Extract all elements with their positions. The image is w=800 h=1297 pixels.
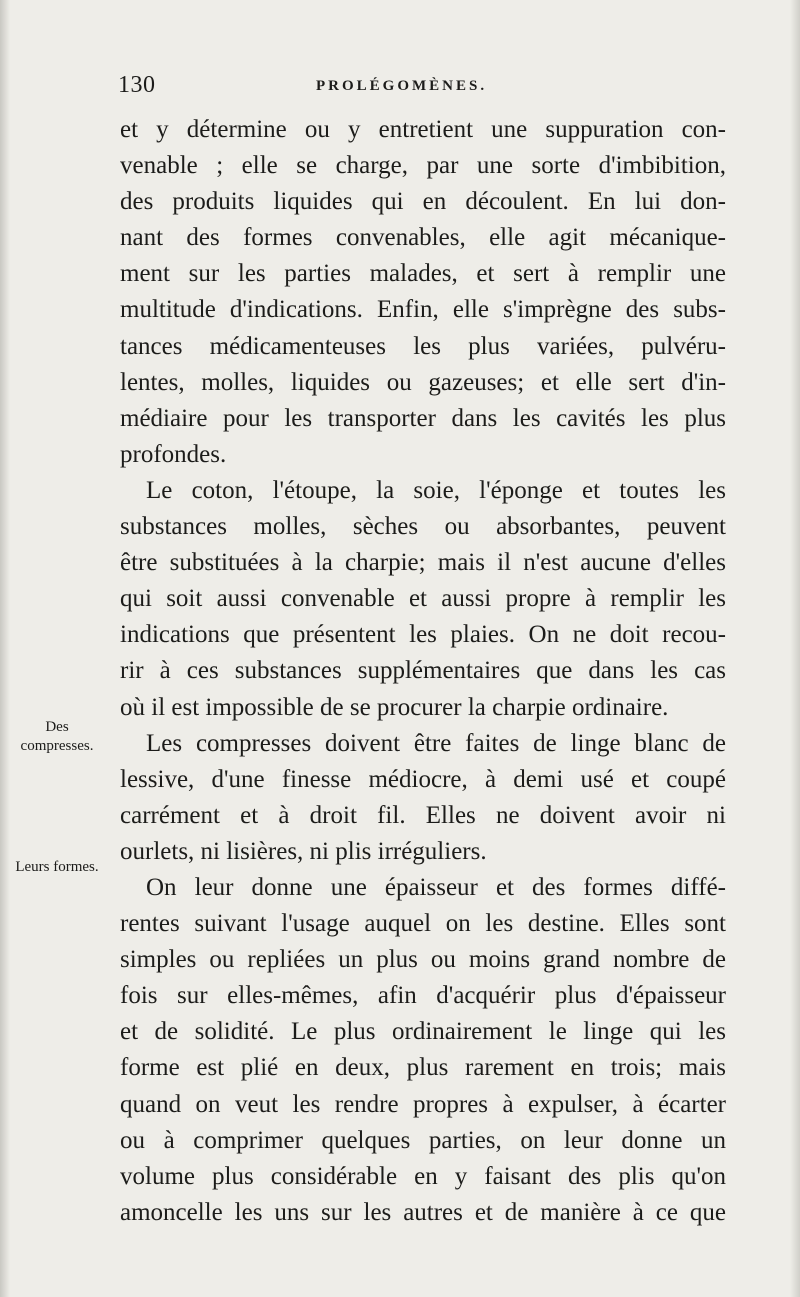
text-line: multitude d'indications. Enfin, elle s'imprègne des subs- <box>120 296 726 324</box>
margin-note-des-compresses <box>4 718 110 756</box>
text-line: indications que présentent les plaies. On ne doit recou- <box>120 621 726 649</box>
page-number: 130 <box>118 72 156 98</box>
text-line: ment sur les parties malades, et sert à remplir une <box>120 260 726 288</box>
text-line: ou à comprimer quelques parties, on leur donne un <box>120 1126 726 1154</box>
text-line: carrément et à droit fil. Elles ne doivent avoir ni <box>120 801 726 829</box>
text-line: venable ; elle se charge, par une sorte d'imbibition, <box>120 152 726 180</box>
margin-note-leurs-formes: Leurs formes. <box>15 859 99 875</box>
text-line: nant des formes convenables, elle agit mécanique- <box>120 224 726 252</box>
text-line: Le coton, l'étoupe, la soie, l'éponge et toutes les <box>146 476 726 504</box>
text-line: profondes. <box>120 440 227 468</box>
text-line: quand on veut les rendre propres à expulser, à écarter <box>120 1090 726 1118</box>
text-line: amoncelle les uns sur les autres et de manière à ce que <box>120 1198 726 1226</box>
text-line: et de solidité. Le plus ordinairement le linge qui les <box>120 1018 726 1046</box>
text-line: tances médicamenteuses les plus variées, pulvéru- <box>120 332 726 360</box>
text-line: être substituées à la charpie; mais il n'est aucune d'elles <box>120 549 726 577</box>
text-line: volume plus considérable en y faisant des plis qu'on <box>120 1162 726 1190</box>
body-text <box>120 112 726 1231</box>
page-edge-right <box>790 0 800 1297</box>
text-line: des produits liquides qui en découlent. En lui don- <box>120 188 726 216</box>
text-line: rentes suivant l'usage auquel on les destine. Elles sont <box>120 910 726 938</box>
page-header <box>118 72 728 102</box>
margin-note-line: Des <box>45 719 69 735</box>
text-line: où il est impossible de se procurer la charpie ordinaire. <box>120 693 669 721</box>
text-line: lessive, d'une finesse médiocre, à demi usé et coupé <box>120 765 726 793</box>
running-head: PROLÉGOMÈNES. <box>316 78 488 94</box>
text-line: et y détermine ou y entretient une suppuration con- <box>120 116 726 143</box>
text-line: qui soit aussi convenable et aussi propre à remplir les <box>120 585 726 613</box>
text-line: ourlets, ni lisières, ni plis irréguliers. <box>120 837 487 865</box>
text-line: fois sur elles-mêmes, afin d'acquérir plus d'épaisseur <box>120 982 726 1010</box>
text-line: forme est plié en deux, plus rarement en trois; mais <box>120 1054 726 1082</box>
text-line: Les compresses doivent être faites de linge blanc de <box>146 729 726 757</box>
text-line: simples ou repliées un plus ou moins grand nombre de <box>120 946 726 974</box>
text-line: substances molles, sèches ou absorbantes, peuvent <box>120 513 726 541</box>
text-line: On leur donne une épaisseur et des formes diffé- <box>146 873 726 901</box>
page-edge-left <box>0 0 10 1297</box>
text-line: lentes, molles, liquides ou gazeuses; et elle sert d'in- <box>120 368 726 396</box>
text-line: médiaire pour les transporter dans les cavités les plus <box>120 404 726 432</box>
text-line: rir à ces substances supplémentaires que dans les cas <box>120 657 726 685</box>
margin-note-line: compresses. <box>20 738 94 754</box>
